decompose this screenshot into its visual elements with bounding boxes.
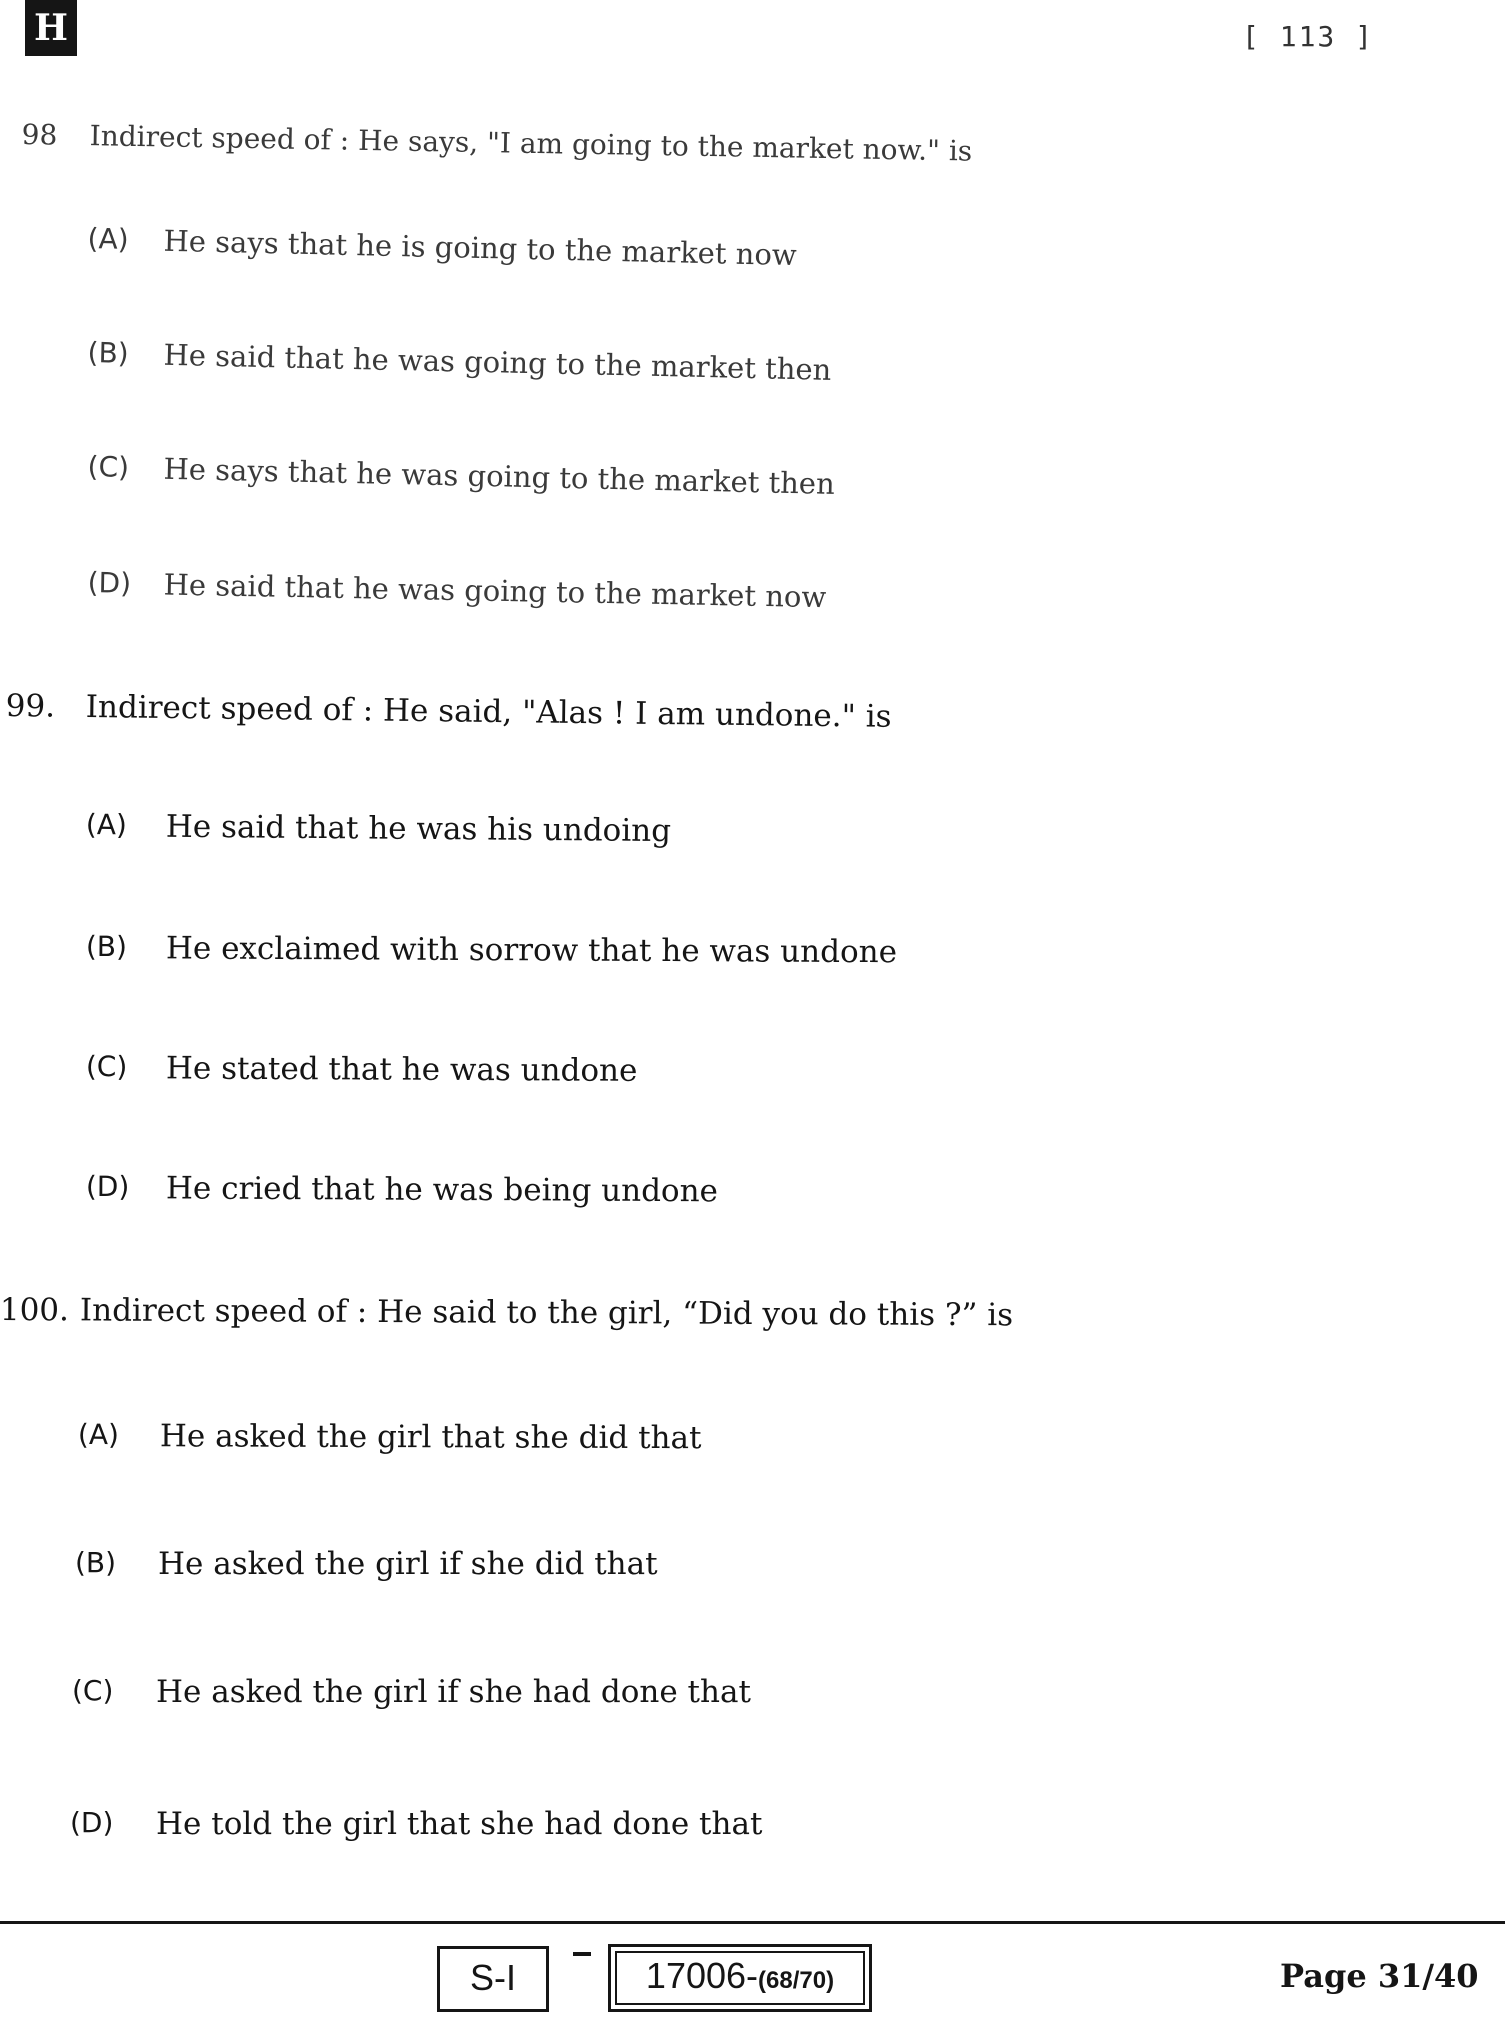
paper-code-suffix: (68/70) [758, 1967, 835, 1994]
option-text: He stated that he was undone [165, 1050, 638, 1089]
question-text: Indirect speed of : He said, "Alas ! I am undone." is [85, 688, 892, 735]
option-letter: (C) [87, 450, 130, 484]
option-letter: (D) [85, 1170, 130, 1204]
question-number: 98 [21, 118, 58, 152]
option-text: He asked the girl that she did that [159, 1418, 702, 1457]
booklet-code: [ 113 ] [1242, 20, 1375, 53]
set-code-box [437, 1946, 549, 2012]
option-letter: (A) [87, 222, 130, 256]
series-badge: H [25, 0, 77, 56]
footer-dash [573, 1952, 591, 1956]
option-text: He asked the girl if she had done that [156, 1674, 751, 1710]
footer-rule [0, 1921, 1505, 1924]
option-99-c[interactable] [86, 1050, 886, 1104]
paper-code-box-inner [615, 1951, 865, 2005]
option-99-a[interactable] [86, 808, 886, 865]
option-98-c[interactable] [87, 450, 908, 519]
option-letter: (B) [75, 1546, 117, 1579]
option-100-c[interactable] [72, 1674, 872, 1724]
option-text: He said that he was going to the market then [163, 337, 832, 387]
option-letter: (C) [85, 1050, 128, 1084]
question-text: Indirect speed of : He says, "I am going to the market now." is [89, 119, 973, 168]
option-100-a[interactable] [78, 1418, 878, 1471]
question-100 [0, 1292, 1100, 1348]
option-text: He exclaimed with sorrow that he was undone [165, 930, 898, 971]
option-letter: (D) [87, 566, 132, 600]
question-text: Indirect speed of : He said to the girl, “Did you do this ?” is [79, 1292, 1014, 1334]
question-99 [5, 688, 1106, 751]
option-text: He asked the girl if she did that [158, 1546, 658, 1582]
set-code: S-I [469, 1957, 516, 1998]
option-letter: (D) [70, 1806, 114, 1839]
question-number: 100. [0, 1292, 70, 1329]
paper-code-box [608, 1944, 872, 2012]
option-text: He says that he is going to the market now [163, 223, 798, 273]
option-text: He said that he was his undoing [165, 808, 672, 850]
paper-code: 17006- [645, 1955, 759, 1996]
page-number: Page 31/40 [1280, 1957, 1479, 1995]
option-98-a[interactable] [87, 222, 888, 290]
option-98-d[interactable] [87, 566, 908, 632]
option-99-b[interactable] [86, 930, 986, 985]
option-text: He says that he was going to the market then [163, 451, 836, 501]
option-text: He cried that he was being undone [165, 1170, 719, 1210]
option-100-d[interactable] [70, 1806, 870, 1856]
option-letter: (A) [77, 1418, 120, 1452]
option-100-b[interactable] [75, 1546, 875, 1596]
question-98 [21, 118, 1122, 187]
option-text: He said that he was going to the market now [163, 567, 827, 615]
option-98-b[interactable] [87, 336, 908, 405]
option-99-d[interactable] [86, 1170, 886, 1224]
option-letter: (C) [72, 1674, 114, 1707]
question-number: 99. [5, 688, 56, 725]
option-letter: (B) [87, 336, 130, 370]
option-text: He told the girl that she had done that [156, 1806, 763, 1842]
option-letter: (A) [85, 808, 128, 842]
option-letter: (B) [85, 930, 128, 964]
